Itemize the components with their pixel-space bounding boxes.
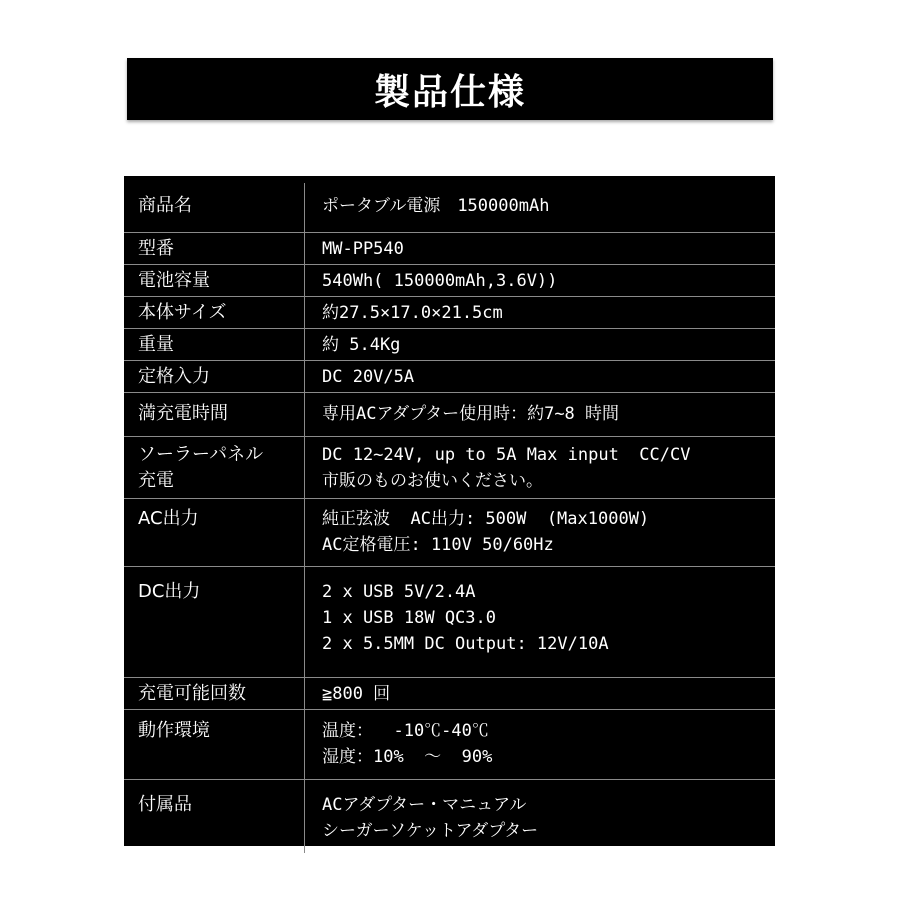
spec-label-line: 充電可能回数 bbox=[138, 683, 246, 704]
spec-value bbox=[322, 681, 390, 707]
column-divider bbox=[304, 361, 305, 392]
spec-label-line: 型番 bbox=[138, 238, 174, 259]
column-divider bbox=[304, 297, 305, 328]
spec-label-line: AC出力 bbox=[138, 508, 199, 529]
column-divider bbox=[304, 678, 305, 709]
column-divider bbox=[304, 183, 305, 232]
spec-label bbox=[138, 364, 210, 390]
spec-label bbox=[138, 506, 199, 532]
spec-value bbox=[322, 364, 414, 390]
spec-value-line: MW-PP540 bbox=[322, 239, 404, 259]
spec-label-line: 重量 bbox=[138, 334, 174, 355]
spec-row bbox=[124, 678, 775, 710]
spec-value bbox=[322, 792, 538, 844]
spec-label bbox=[138, 332, 174, 358]
spec-value-line: ポータブル電源 150000mAh bbox=[322, 196, 550, 216]
spec-value bbox=[322, 193, 549, 219]
spec-label-line: DC出力 bbox=[138, 581, 201, 602]
spec-label-line: 商品名 bbox=[138, 195, 192, 216]
spec-value-line: 専用ACアダプター使用時：約7~8 時間 bbox=[322, 404, 620, 424]
spec-row bbox=[124, 233, 775, 265]
spec-label bbox=[138, 193, 192, 219]
spec-row bbox=[124, 183, 775, 233]
column-divider bbox=[304, 265, 305, 296]
spec-row bbox=[124, 780, 775, 853]
spec-value bbox=[322, 401, 619, 427]
spec-value-line: DC 20V/5A bbox=[322, 367, 415, 387]
spec-label bbox=[138, 792, 192, 818]
spec-value-line: ACアダプター・マニュアル bbox=[322, 795, 527, 815]
column-divider bbox=[304, 780, 305, 853]
spec-value-line: 2 x 5.5MM DC Output: 12V/10A bbox=[322, 634, 609, 654]
spec-row bbox=[124, 265, 775, 297]
spec-value bbox=[322, 506, 649, 558]
spec-label bbox=[138, 681, 246, 707]
spec-value-line: 温度： -10℃-40℃ bbox=[322, 721, 489, 741]
spec-label-line: 付属品 bbox=[138, 794, 192, 815]
spec-value-line: 純正弦波 AC出力: 500W (Max1000W) bbox=[322, 509, 650, 529]
spec-label-line: 定格入力 bbox=[138, 366, 210, 387]
spec-value bbox=[322, 579, 609, 657]
spec-row bbox=[124, 710, 775, 780]
spec-row bbox=[124, 297, 775, 329]
column-divider bbox=[304, 393, 305, 436]
spec-value-line: シーガーソケットアダプター bbox=[322, 821, 539, 841]
spec-value-line: DC 12~24V, up to 5A Max input CC/CV bbox=[322, 445, 691, 465]
spec-label bbox=[138, 268, 210, 294]
spec-value-line: 約 5.4Kg bbox=[322, 335, 401, 355]
spec-row bbox=[124, 499, 775, 567]
spec-value bbox=[322, 332, 400, 358]
column-divider bbox=[304, 437, 305, 498]
spec-value-line: ≧800 回 bbox=[322, 684, 391, 704]
column-divider bbox=[304, 567, 305, 677]
column-divider bbox=[304, 499, 305, 566]
column-divider bbox=[304, 710, 305, 779]
spec-value bbox=[322, 268, 557, 294]
spec-value bbox=[322, 300, 503, 326]
spec-value-line: 約27.5×17.0×21.5cm bbox=[322, 303, 503, 323]
column-divider bbox=[304, 233, 305, 264]
spec-value bbox=[322, 236, 404, 262]
spec-label bbox=[138, 236, 174, 262]
spec-label bbox=[138, 579, 200, 605]
spec-value bbox=[322, 442, 690, 494]
spec-value-line: 市販のものお使いください。 bbox=[322, 471, 543, 491]
spec-value bbox=[322, 718, 492, 770]
spec-value-line: 湿度：10% ～ 90% bbox=[322, 747, 493, 767]
spec-label bbox=[138, 300, 227, 326]
spec-value-line: 540Wh( 150000mAh,3.6V)) bbox=[322, 271, 558, 291]
spec-row bbox=[124, 393, 775, 437]
spec-value-line: AC定格電圧: 110V 50/60Hz bbox=[322, 535, 554, 555]
column-divider bbox=[304, 329, 305, 360]
spec-label-line: 動作環境 bbox=[138, 720, 210, 741]
spec-label bbox=[138, 718, 210, 744]
spec-value-line: 1 x USB 18W QC3.0 bbox=[322, 608, 496, 628]
spec-row bbox=[124, 437, 775, 499]
spec-label-line: 充電 bbox=[138, 470, 174, 491]
spec-row bbox=[124, 567, 775, 678]
spec-row bbox=[124, 361, 775, 393]
spec-label-line: 満充電時間 bbox=[138, 403, 228, 424]
spec-row bbox=[124, 329, 775, 361]
spec-label-line: ソーラーパネル bbox=[138, 444, 264, 465]
spec-label bbox=[138, 442, 263, 494]
spec-table bbox=[124, 176, 775, 846]
spec-label-line: 電池容量 bbox=[138, 270, 210, 291]
spec-value-line: 2 x USB 5V/2.4A bbox=[322, 582, 476, 602]
spec-label-line: 本体サイズ bbox=[138, 302, 227, 323]
title-banner bbox=[127, 58, 773, 120]
page-title: 製品仕様 bbox=[373, 71, 526, 113]
spec-label bbox=[138, 401, 228, 427]
